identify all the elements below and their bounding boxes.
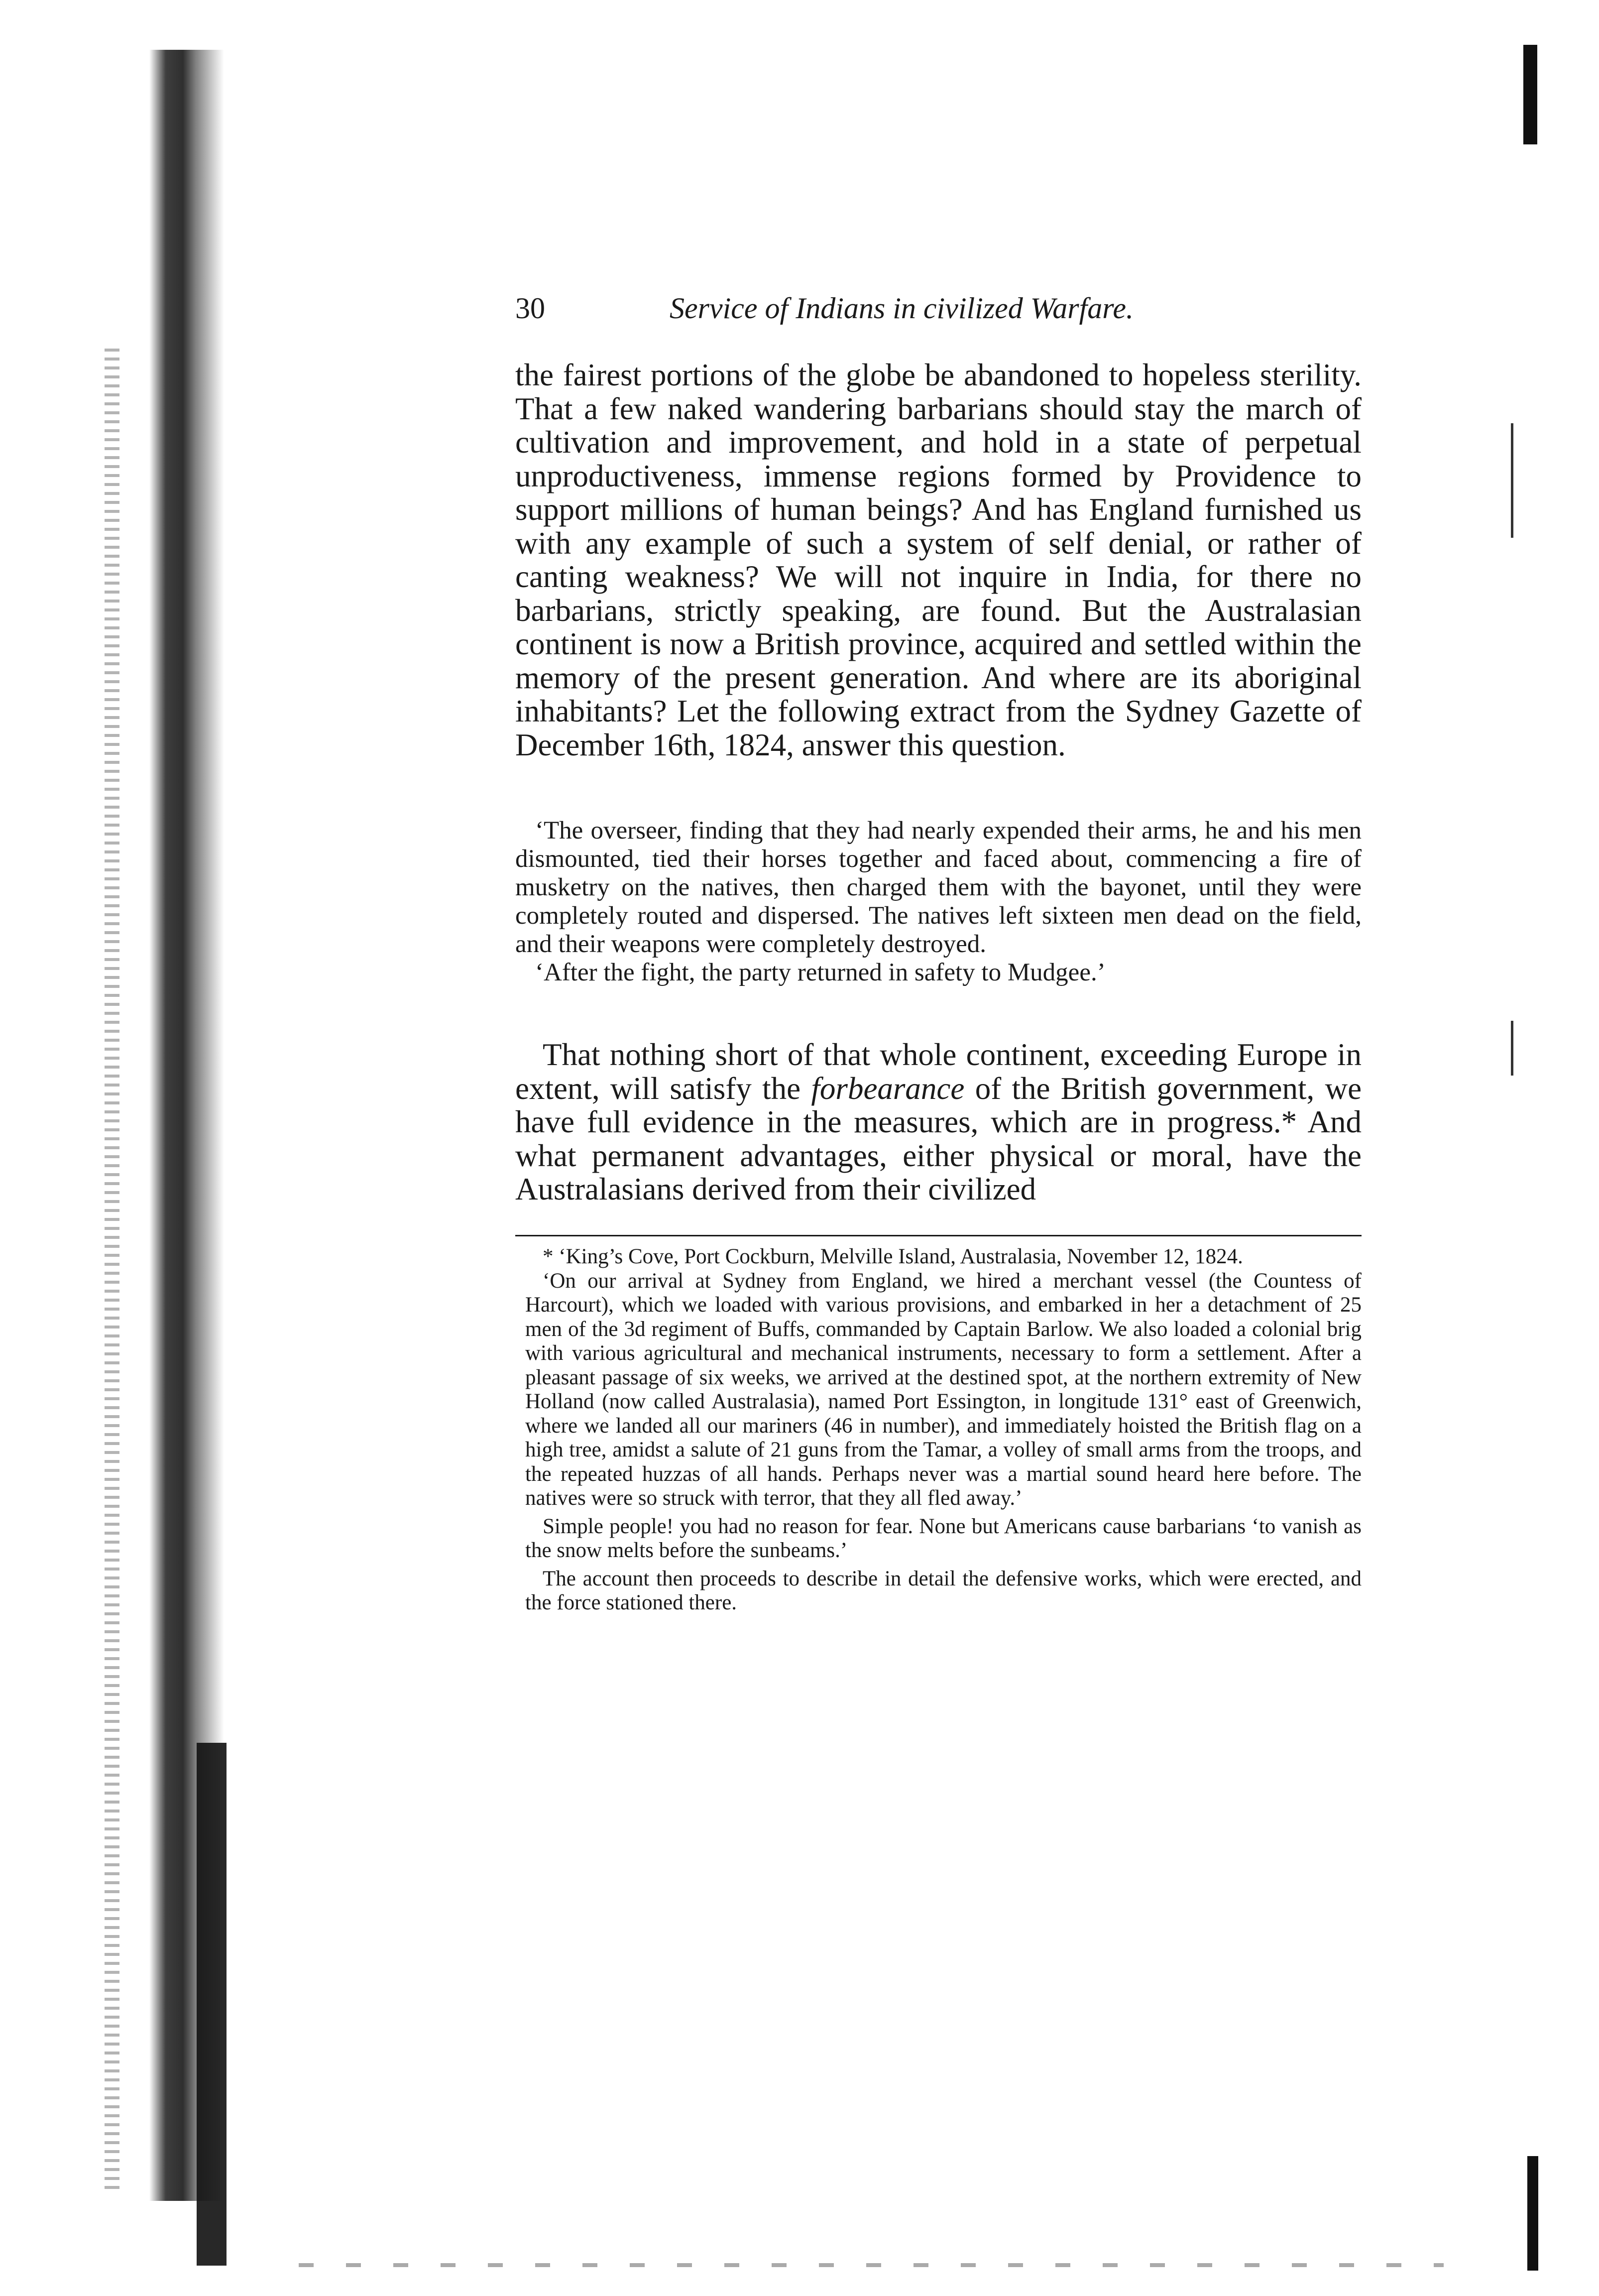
paragraph-text: of the British government, we have full evidence in the measures, which are in progress.* And what permanent advantages, either physical or moral, have the Australasians derived from their civilized [515,1071,1362,1207]
main-text-continued [515,1038,1362,1207]
paragraph: the fairest portions of the globe be abandoned to hopeless sterility. That a few naked wandering barbarians should stay the march of cultivation and improvement, and hold in a state of perpetual unproductiveness, immense regions formed by Providence to support millions of human beings? And has England furnished us with any example of such a system of self denial, or rather of canting weakness? We will not inquire in India, for there no barbarians, strictly speaking, are found. But the Australasian continent is now a British province, acquired and settled within the memory of the present generation. And where are its aboriginal inhabitants? Let the following extract from the Sydney Gazette of December 16th, 1824, answer this question. [515,358,1362,762]
page-number: 30 [515,292,545,325]
scan-bottom-specks [299,2263,1444,2267]
scan-edge-mark-mid-2 [1511,1021,1513,1076]
quote-paragraph: ‘The overseer, finding that they had nearly expended their arms, he and his men dismounted, tied their horses together and faced about, commencing a fire of musketry on the natives, then charged them with the bayonet, until they were completely routed and dispersed. The natives left sixteen men dead on the field, and their weapons were completely destroyed. [515,817,1362,958]
scan-edge-mark-bottom [1527,2156,1538,2271]
scan-edge-mark-mid [1511,423,1513,538]
footnotes [525,1245,1362,1615]
footnote: ‘On our arrival at Sydney from England, we hired a merchant vessel (the Countess of Harcourt), which we loaded with various provisions, and embarked in her a detachment of 25 men of the 3d regiment of Buffs, commanded by Captain Barlow. We also loaded a colonial brig with various agricultural and mechanical instruments, necessary to form a settlement. After a pleasant passage of six weeks, we arrived at the destined spot, at the northern extremity of New Holland (now called Australasia), named Port Essington, in longitude 131° east of Greenwich, where we landed all our mariners (46 in number), and immediately hoisted the British flag on a high tree, amidst a salute of 21 guns from the Tamar, a volley of small arms from the troops, and the repeated huzzas of all hands. Perhaps never was a martial sound heard here before. The natives were so struck with terror, that they all fled away.’ [525,1269,1362,1510]
page-header [515,291,1262,331]
binding-specks [105,349,119,2191]
footnote: Simple people! you had no reason for fear. None but Americans cause barbarians ‘to vanish as the snow melts before the sunbeams.’ [525,1514,1362,1562]
running-head: Service of Indians in civilized Warfare. [670,292,1134,325]
footnote: The account then proceeds to describe in detail the defensive works, which were erected, and the force stationed there. [525,1567,1362,1614]
gazette-extract [515,817,1362,987]
quote-paragraph: ‘After the fight, the party returned in safety to Mudgee.’ [535,959,1106,986]
paragraph-text: That nothing short of that whole continent, exceeding Europe in extent, will satisfy the [515,1037,1362,1106]
binding-shadow-lower [197,1743,227,2266]
paragraph [515,1038,1362,1207]
footnote: * ‘King’s Cove, Port Cockburn, Melville Island, Australasia, November 12, 1824. [543,1245,1243,1268]
main-text [515,359,1362,762]
emphasis: forbearance [811,1071,965,1106]
footnote-rule [515,1235,1362,1236]
scan-edge-mark-top [1523,45,1537,144]
